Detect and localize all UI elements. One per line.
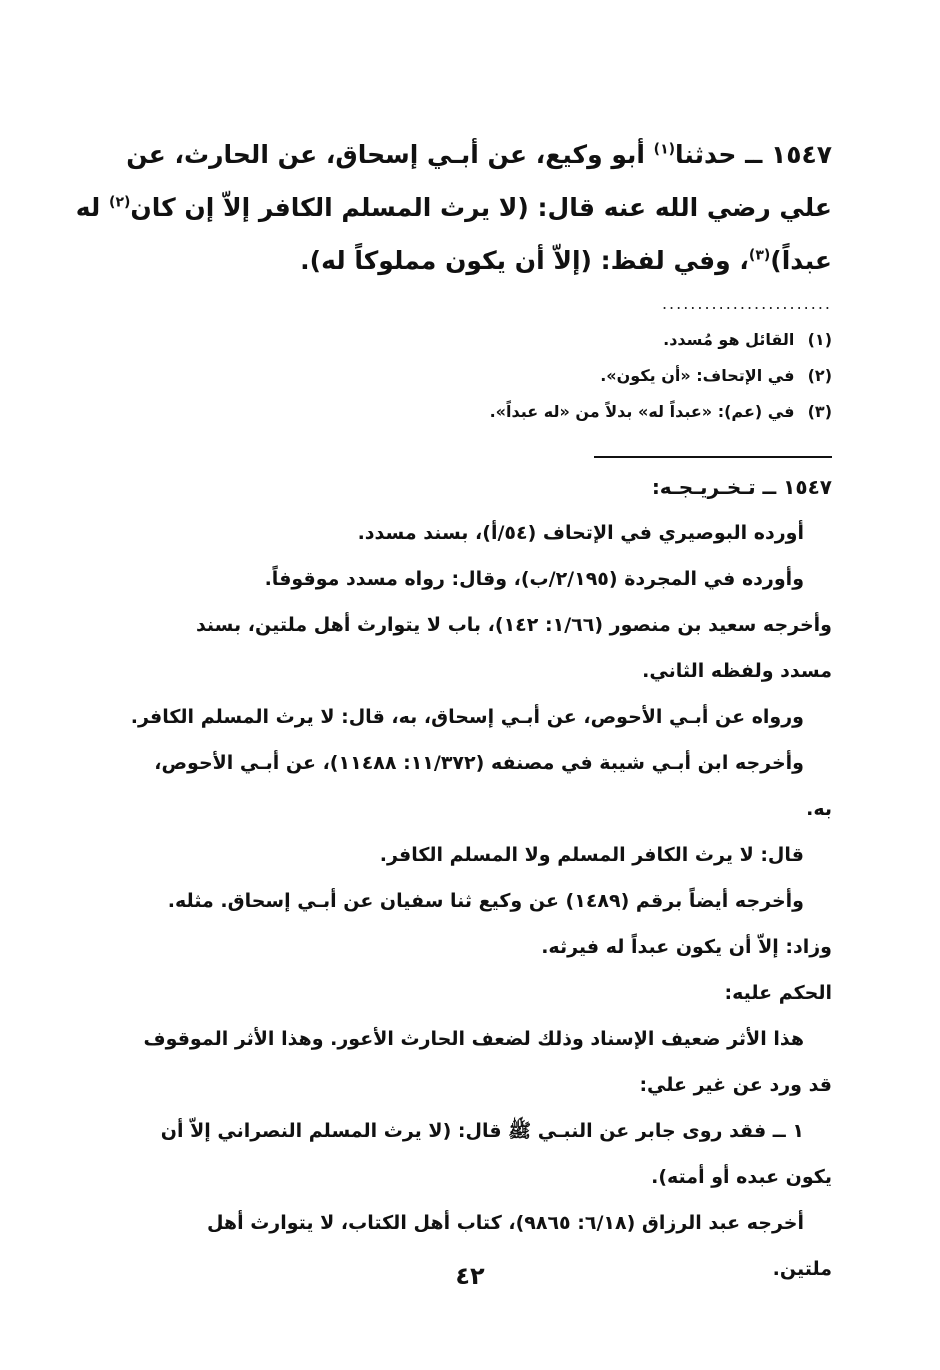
hadith-line-3-end: ، وفي لفظ: (إلاّ أن يكون مملوكاً له). — [300, 246, 749, 275]
hukm-heading: الحكم عليه: — [724, 982, 832, 1004]
hukm-line: يكون عبده أو أمته). — [651, 1166, 832, 1188]
section-divider — [594, 456, 832, 458]
footnote-separator: ........................ — [661, 294, 832, 313]
hukm-line: ملتين. — [772, 1258, 832, 1280]
footnote-ref-2: (٢) — [109, 194, 131, 211]
footnote-ref-1: (١) — [653, 141, 676, 158]
takhrij-line: وأخرجه سعيد بن منصور (١/٦٦: ١٤٢)، باب لا يتوارث أهل ملتين، بسند — [195, 614, 832, 636]
takhrij-line: وأورده في المجردة (٢/١٩٥/ب)، وقال: رواه مسدد موقوفاً. — [264, 568, 804, 590]
hadith-line-2-start: علي رضي الله عنه قال: (لا يرث المسلم الكافر إلاّ إن كان — [130, 193, 832, 222]
hadith-line-2-end: له — [75, 193, 110, 222]
takhrij-line: به. — [806, 798, 832, 820]
hadith-text — [75, 128, 832, 287]
takhrij-section — [104, 464, 832, 1292]
footnote-number: (٢) — [807, 366, 832, 385]
takhrij-line: أورده البوصيري في الإتحاف (٥٤/أ)، بسند مسدد. — [357, 522, 804, 544]
hukm-line: قد ورد عن غير علي: — [639, 1074, 832, 1096]
takhrij-line: وأخرجه أيضاً برقم (١٤٨٩) عن وكيع ثنا سفيان عن أبـي إسحاق. مثله. — [167, 890, 804, 912]
takhrij-line: مسدد ولفظه الثاني. — [642, 660, 832, 682]
footnotes — [104, 322, 832, 430]
hadith-line-3-start: عبداً) — [770, 246, 832, 275]
footnote-number: (٣) — [807, 402, 832, 421]
takhrij-line: ورواه عن أبـي الأحوص، عن أبـي إسحاق، به، قال: لا يرث المسلم الكافر. — [130, 706, 804, 728]
takhrij-line: وأخرجه ابن أبـي شيبة في مصنفه (١١/٣٧٢: ١١٤٨٨)، عن أبـي الأحوص، — [154, 752, 804, 774]
footnote-2 — [104, 358, 832, 394]
hadith-line-2 — [75, 181, 832, 234]
footnote-text: في الإتحاف: «أن يكون». — [600, 366, 795, 385]
footnote-ref-3: (٣) — [748, 247, 771, 264]
footnote-number: (١) — [807, 330, 832, 349]
takhrij-line: قال: لا يرث الكافر المسلم ولا المسلم الكافر. — [379, 844, 804, 866]
hukm-line: هذا الأثر ضعيف الإسناد وذلك لضعف الحارث الأعور. وهذا الأثر الموقوف — [143, 1028, 804, 1050]
hadith-line-1-end: أبو وكيع، عن أبـي إسحاق، عن الحارث، عن — [126, 140, 654, 169]
footnote-3 — [104, 394, 832, 430]
hadith-line-1 — [104, 128, 832, 181]
footnote-1 — [104, 322, 832, 358]
takhrij-line: وزاد: إلاّ أن يكون عبداً له فيرثه. — [541, 936, 832, 958]
footnote-text: القائل هو مُسدد. — [663, 330, 795, 349]
footnote-text: في (عم): «عبداً له» بدلاً من «له عبداً». — [489, 402, 795, 421]
takhrij-heading: ١٥٤٧ ــ تـخـريـجـه: — [651, 475, 832, 499]
hadith-line-3 — [104, 234, 832, 287]
hukm-line: ١ ــ فقد روى جابر عن النبـي ﷺ قال: (لا يرث المسلم النصراني إلاّ أن — [160, 1120, 804, 1142]
hadith-line-1-start: ١٥٤٧ ــ حدثنا — [675, 140, 832, 169]
page-number: ٤٢ — [455, 1262, 485, 1290]
hukm-line: أخرجه عبد الرزاق (٦/١٨: ٩٨٦٥)، كتاب أهل الكتاب، لا يتوارث أهل — [206, 1212, 804, 1234]
